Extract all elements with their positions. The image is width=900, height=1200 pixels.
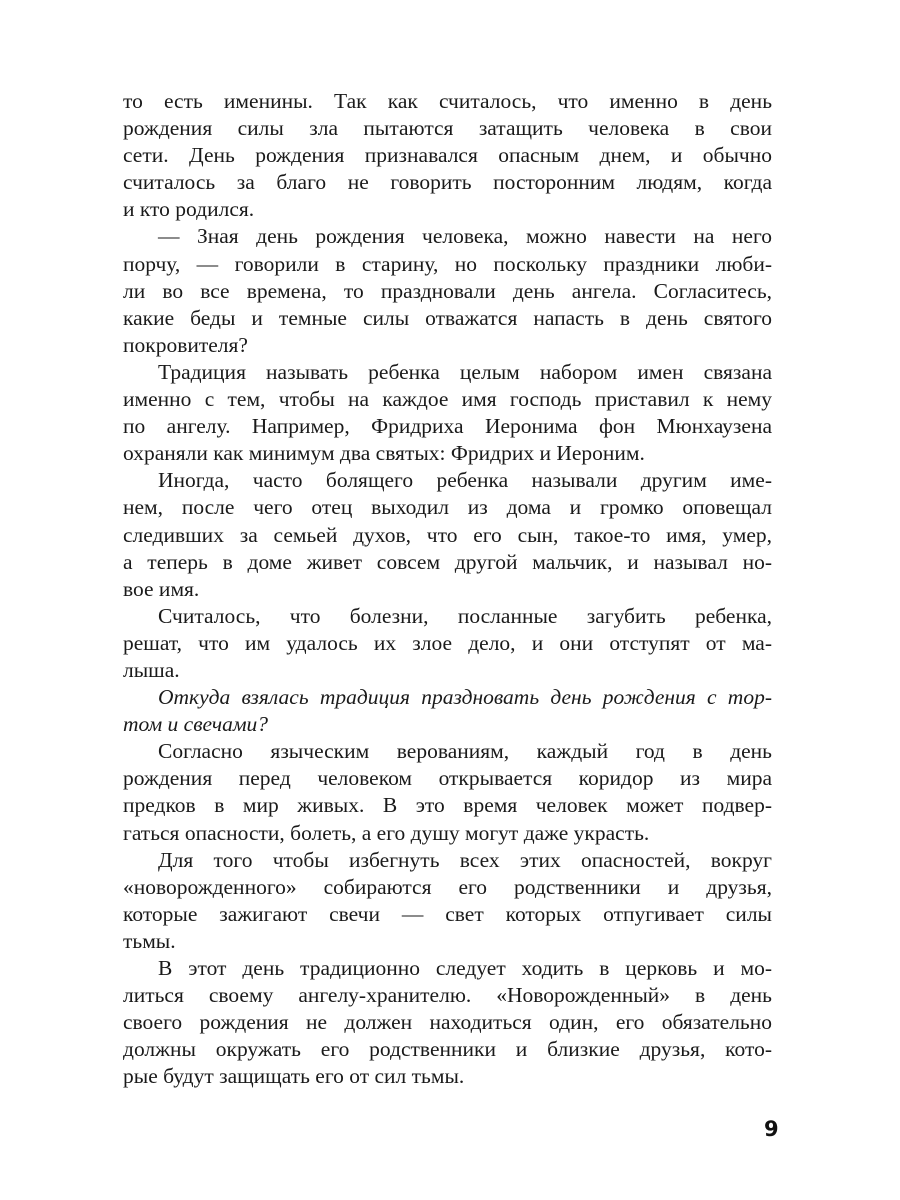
paragraph xyxy=(123,955,772,1090)
text-line: рождения перед человеком открывается коридор из мира xyxy=(123,766,772,791)
text-line: ли во все времена, то праздновали день ангела. Согласитесь, xyxy=(123,278,772,303)
text-line: тьмы. xyxy=(123,928,176,953)
page-number: 9 xyxy=(764,1117,779,1141)
text-line: литься своему ангелу-хранителю. «Новорожденный» в день xyxy=(123,983,772,1008)
text-line: нем, после чего отец выходил из дома и громко оповещал xyxy=(123,495,772,520)
paragraph xyxy=(123,359,772,467)
paragraph xyxy=(123,223,772,358)
text-line: покровителя? xyxy=(123,332,248,357)
text-line: Иногда, часто болящего ребенка называли другим име- xyxy=(158,468,772,493)
text-line: вое имя. xyxy=(123,576,200,601)
text-line: Традиция называть ребенка целым набором имен связана xyxy=(158,359,772,384)
text-line: Откуда взялась традиция праздновать день рождения с тор- xyxy=(158,685,772,710)
page-body xyxy=(123,88,772,1090)
text-line: В этот день традиционно следует ходить в церковь и мо- xyxy=(158,956,772,980)
text-line: Считалось, что болезни, посланные загубить ребенка, xyxy=(158,603,772,628)
text-line: рождения силы зла пытаются затащить человека в свои xyxy=(123,116,772,141)
text-line: рые будут защищать его от сил тьмы. xyxy=(123,1064,465,1089)
text-line: какие беды и темные силы отважатся напасть в день святого xyxy=(123,305,772,330)
text-line: том и свечами? xyxy=(123,712,269,737)
text-line: именно с тем, чтобы на каждое имя господь приставил к нему xyxy=(123,387,772,412)
paragraph xyxy=(123,847,772,955)
text-line: Согласно языческим верованиям, каждый год в день xyxy=(158,739,772,764)
text-line: решат, что им удалось их злое дело, и они отступят от ма- xyxy=(123,630,772,655)
text-line: лыша. xyxy=(123,657,180,682)
text-line: считалось за благо не говорить посторонним людям, когда xyxy=(123,170,772,195)
text-line: то есть именины. Так как считалось, что именно в день xyxy=(123,89,772,113)
text-line: сети. День рождения признавался опасным днем, и обычно xyxy=(123,143,772,168)
paragraph xyxy=(123,738,772,846)
paragraph xyxy=(123,603,772,684)
text-line: должны окружать его родственники и близкие друзья, кото- xyxy=(123,1037,772,1062)
text-line: и кто родился. xyxy=(123,197,255,222)
text-line: — Зная день рождения человека, можно навести на него xyxy=(158,224,772,249)
paragraph xyxy=(123,88,772,223)
text-line: а теперь в доме живет совсем другой мальчик, и называл но- xyxy=(123,549,772,574)
text-line: гаться опасности, болеть, а его душу могут даже украсть. xyxy=(123,820,650,845)
text-line: своего рождения не должен находиться один, его обязательно xyxy=(123,1010,772,1035)
text-line: которые зажигают свечи — свет которых отпугивает силы xyxy=(123,901,772,926)
text-line: Для того чтобы избегнуть всех этих опасностей, вокруг xyxy=(158,847,772,872)
section-question xyxy=(123,684,772,738)
paragraph xyxy=(123,467,772,602)
text-line: охраняли как минимум два святых: Фридрих и Иероним. xyxy=(123,441,645,466)
text-line: по ангелу. Например, Фридриха Иеронима фон Мюнхаузена xyxy=(123,414,772,439)
text-line: порчу, — говорили в старину, но поскольку праздники люби- xyxy=(123,251,772,276)
text-line: предков в мир живых. В это время человек может подвер- xyxy=(123,793,772,818)
text-line: «новорожденного» собираются его родственники и друзья, xyxy=(123,874,772,899)
text-line: следивших за семьей духов, что его сын, такое-то имя, умер, xyxy=(123,522,772,547)
